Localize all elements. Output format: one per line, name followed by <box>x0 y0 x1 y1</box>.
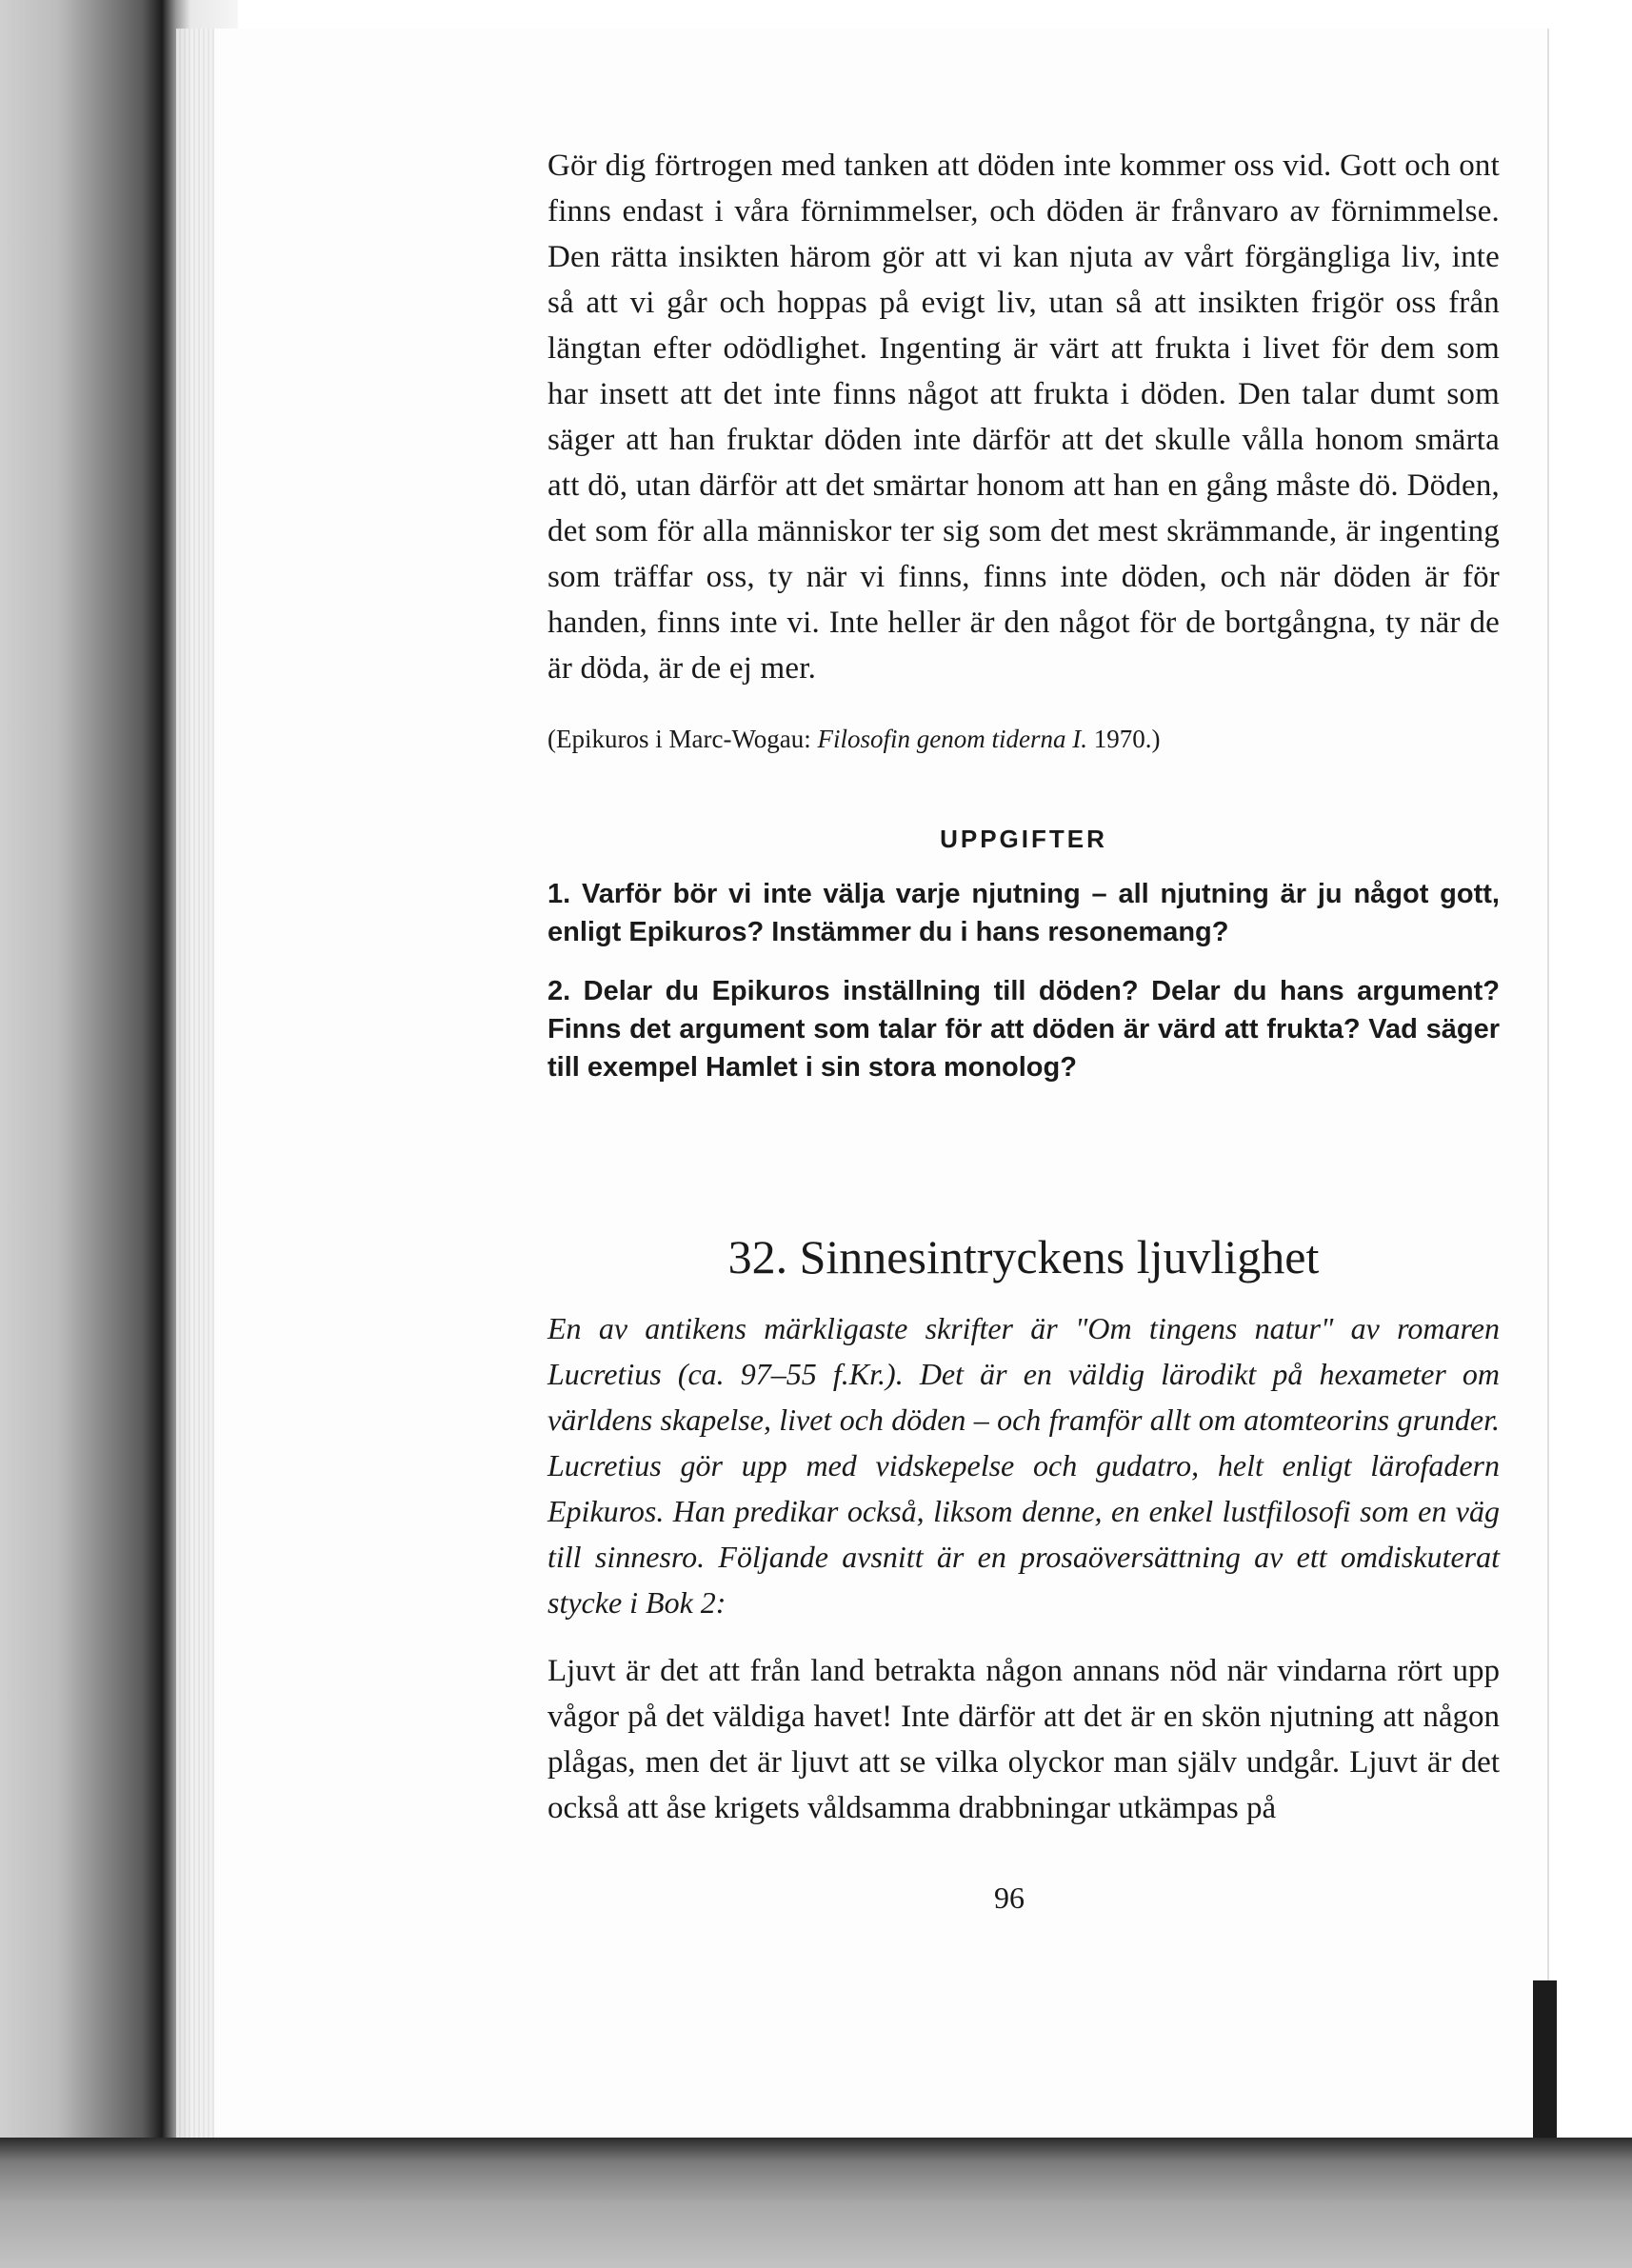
citation-title: Filosofin genom tiderna I. <box>817 725 1087 753</box>
book-page-stack <box>176 29 214 2152</box>
citation-prefix: (Epikuros i Marc-Wogau: <box>547 725 818 753</box>
section-title: 32. Sinnesintryckens ljuvlighet <box>727 1230 1320 1283</box>
citation-suffix: 1970.) <box>1086 725 1161 753</box>
section-intro: En av antikens märkligaste skrifter är "Om tingens natur" av romaren Lucretius (ca. 97–55 f.Kr.). Det är en väldig lärodikt på hexameter om världens skapelse, livet och döden – och framför allt om atomteorins grunder. Lucretius gör upp med vidskepelse och gudatro, helt enligt lärofadern Epikuros. Han predikar också, liksom denne, en enkel lustfilosofi som en väg till sinnesro. Följande avsnitt är en prosaöversättning av ett omdiskuterat stycke i Bok 2: <box>547 1311 1500 1620</box>
task-1: 1. Varför bör vi inte välja varje njutning – all njutning är ju något gott, enligt Epikuros? Instämmer du i hans resonemang? <box>547 879 1500 947</box>
scan-right-edge <box>1533 1980 1557 2142</box>
main-paragraph: Gör dig förtrogen med tanken att döden inte kommer oss vid. Gott och ont finns endast i våra förnimmelser, och döden är frånvaro av förnimmelse. Den rätta insikten härom gör att vi kan njuta av vårt förgängliga liv, inte så att vi går och hoppas på evigt liv, utan så att insikten frigör oss från längtan efter odödlighet. Ingenting är värt att frukta i livet för dem som har insett att det inte finns något att frukta i döden. Den talar dumt som säger att han fruktar döden inte därför att det skulle vålla honom smärta att dö, utan därför att det smärtar honom att han en gång måste dö. Döden, det som för alla människor ter sig som det mest skrämmande, är ingenting som träffar oss, ty när vi finns, finns inte döden, och när döden är för handen, finns inte vi. Inte heller är den något för de bortgångna, ty när de är döda, är de ej mer. <box>547 149 1500 686</box>
task-2: 2. Delar du Epikuros inställning till döden? Delar du hans argument? Finns det argument som talar för att döden är värd att frukta? Vad säger till exempel Hamlet i sin stora monolog? <box>547 976 1500 1083</box>
citation <box>547 720 1500 758</box>
uppgifter-heading: UPPGIFTER <box>940 825 1107 853</box>
scan-bottom-edge <box>0 2138 1632 2268</box>
page-content <box>547 143 1500 1831</box>
section-body: Ljuvt är det att från land betrakta någon annans nöd när vindarna rört upp vågor på det väldiga havet! Inte därför att det är en skön njutning att någon plågas, men det är ljuvt att se vilka olyckor man själv undgår. Ljuvt är det också att åse krigets våldsamma drabbningar utkämpas på <box>547 1654 1500 1825</box>
page-number: 96 <box>994 1880 1025 1915</box>
